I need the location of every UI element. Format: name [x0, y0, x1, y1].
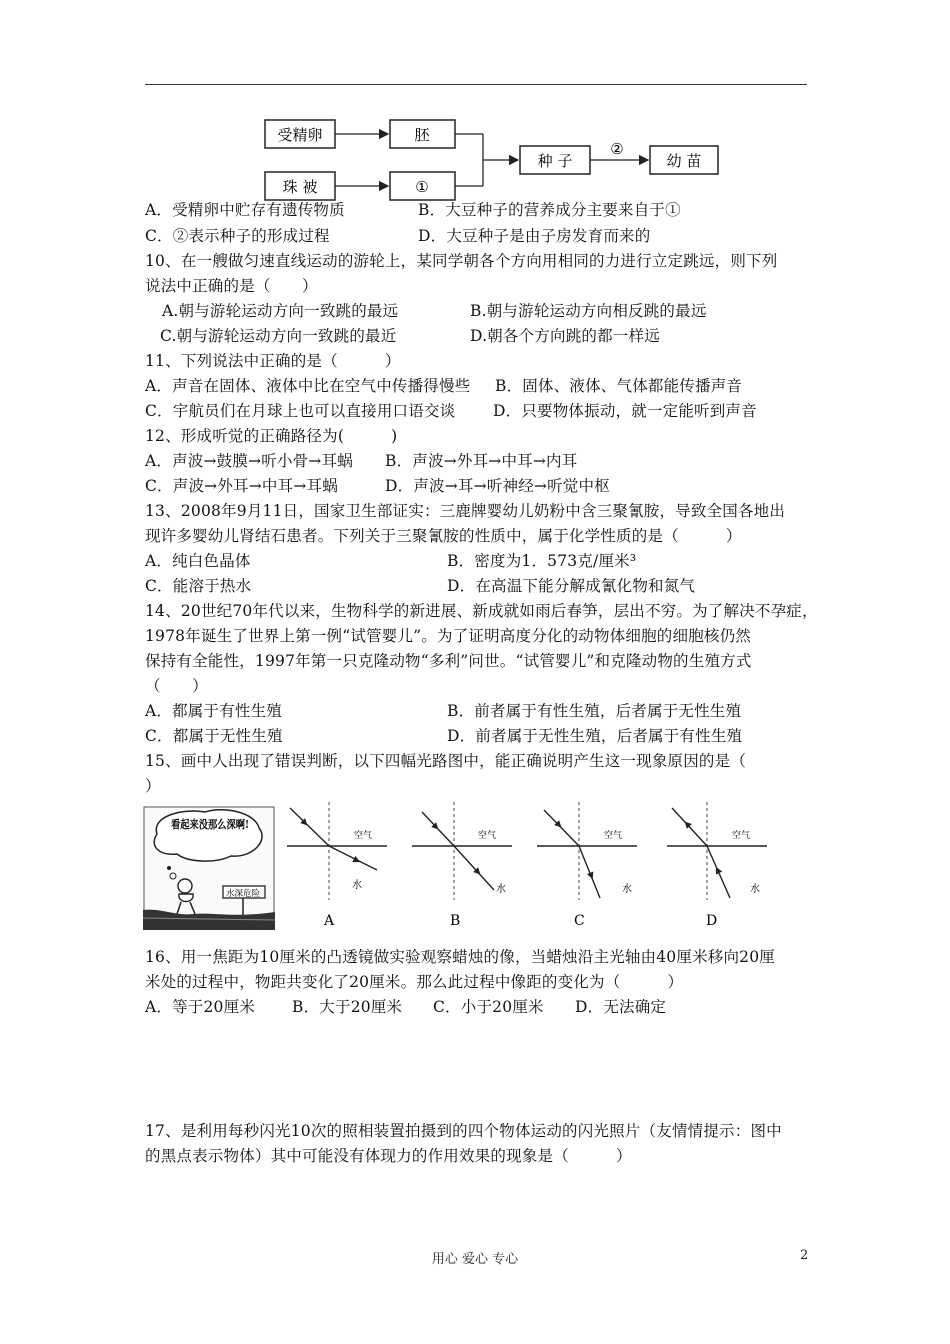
ray-a-air-label: 空气: [354, 831, 373, 841]
q13-option-c: C．能溶于热水: [145, 577, 252, 595]
q13-option-d: D．在高温下能分解成氰化物和氮气: [447, 577, 696, 595]
q12-option-d: D．声波→耳→听神经→听觉中枢: [385, 477, 610, 495]
q11-option-a: A．声音在固体、液体中比在空气中传播得慢些: [145, 377, 471, 395]
q13-stem-1: 13、2008年9月11日，国家卫生部证实：三鹿牌婴幼儿奶粉中含三聚氰胺，导致全国各地出: [145, 502, 786, 520]
q10-option-b: B.朝与游轮运动方向相反跳的最远: [470, 302, 707, 320]
ray-diagram-a: [287, 802, 387, 929]
q12-option-a: A．声波→鼓膜→听小骨→耳蜗: [145, 452, 353, 470]
header-rule: [145, 84, 807, 85]
box-embryo-label: 胚: [414, 126, 430, 144]
q16-option-c: C．小于20厘米: [433, 998, 544, 1016]
q11-option-b: B．固体、液体、气体都能传播声音: [495, 377, 743, 395]
q10-option-d: D.朝各个方向跳的都一样远: [470, 327, 660, 345]
q17-stem-2: 的黑点表示物体）其中可能没有体现力的作用效果的现象是（ ）: [145, 1147, 632, 1165]
q10-stem-2: 说法中正确的是（ ）: [145, 277, 318, 295]
ray-a-water-label: 水: [352, 880, 362, 891]
q14-stem-1: 14、20世纪70年代以来，生物科学的新进展、新成就如雨后春笋，层出不穷。为了解决不孕症，: [145, 602, 818, 620]
ray-diagram-c: [537, 802, 637, 929]
q14-option-a: A．都属于有性生殖: [145, 702, 282, 720]
q17-stem-1: 17、是利用每秒闪光10次的照相装置拍摄到的四个物体运动的闪光照片（友情情提示：图中: [145, 1122, 782, 1140]
ray-c-water-label: 水: [622, 884, 632, 895]
q16-stem-1: 16、用一焦距为10厘米的凸透镜做实验观察蜡烛的像，当蜡烛沿主光轴由40厘米移向20厘: [145, 948, 775, 966]
ray-c-air-label: 空气: [604, 831, 623, 841]
q12-option-c: C．声波→外耳→中耳→耳蜗: [145, 477, 338, 495]
ray-diagram-b: [412, 802, 512, 929]
page-number: 2: [800, 1248, 809, 1263]
ray-d-water-label: 水: [750, 884, 760, 895]
q12-option-b: B．声波→外耳→中耳→内耳: [385, 452, 578, 470]
q12-stem: 12、形成听觉的正确路径为( ): [145, 427, 398, 445]
q14-option-b: B．前者属于有性生殖，后者属于无性生殖: [447, 702, 742, 720]
q10-option-c: C.朝与游轮运动方向一致跳的最近: [160, 327, 397, 345]
box-seed-label: 种 子: [537, 152, 573, 170]
ray-b-label: B: [450, 913, 461, 929]
q14-stem-4: （ ）: [145, 677, 208, 695]
q15-stem-1: 15、画中人出现了错误判断，以下四幅光路图中，能正确说明产生这一现象原因的是（: [145, 752, 747, 770]
footer-slogan: 用心 爱心 专心: [431, 1252, 519, 1267]
q11-option-d: D．只要物体振动，就一定能听到声音: [493, 402, 757, 420]
q14-stem-3: 保持有全能性，1997年第一只克隆动物“多利”问世。“试管婴儿”和克隆动物的生殖方式: [145, 652, 752, 670]
q13-option-a: A．纯白色晶体: [145, 552, 251, 570]
seed-development-diagram: [255, 110, 725, 202]
ray-diagram-d: [667, 802, 767, 929]
q13-option-b: B．密度为1．573克/厘米³: [447, 552, 637, 570]
box-unknown-1-label: ①: [415, 178, 429, 196]
q16-option-a: A．等于20厘米: [145, 998, 256, 1016]
q9-option-d: D．大豆种子是由子房发育而来的: [418, 227, 651, 245]
q11-stem: 11、下列说法中正确的是（ ）: [145, 352, 401, 370]
q14-option-c: C．都属于无性生殖: [145, 727, 283, 745]
ray-b-air-label: 空气: [478, 831, 497, 841]
ray-diagrams: [282, 800, 782, 935]
ray-d-label: D: [706, 913, 718, 929]
cartoon-sign-text: 水深危险: [226, 889, 261, 899]
q14-stem-2: 1978年诞生了世界上第一例“试管婴儿”。为了证明高度分化的动物体细胞的细胞核仍然: [145, 627, 751, 645]
box-seedling-label: 幼 苗: [666, 152, 702, 170]
q11-option-c: C．宇航员们在月球上也可以直接用口语交谈: [145, 402, 456, 420]
q16-option-b: B．大于20厘米: [292, 998, 403, 1016]
cartoon-illustration: [143, 806, 275, 930]
arrow-label-2: ②: [610, 140, 624, 158]
q9-option-b: B．大豆种子的营养成分主要来自于①: [418, 201, 681, 219]
q13-stem-2: 现许多婴幼儿肾结石患者。下列关于三聚氰胺的性质中，属于化学性质的是（ ）: [145, 527, 742, 545]
q15-stem-2: ）: [145, 777, 161, 795]
q9-option-a: A．受精卵中贮存有遗传物质: [145, 201, 345, 219]
cartoon-speech-text: 看起来没那么深啊!: [171, 818, 264, 831]
ray-b-water-label: 水: [496, 884, 506, 895]
q16-stem-2: 米处的过程中，物距共变化了20厘米。那么此过程中像距的变化为（ ）: [145, 973, 684, 991]
q14-option-d: D．前者属于无性生殖，后者属于有性生殖: [447, 727, 743, 745]
ray-d-air-label: 空气: [732, 831, 751, 841]
q10-option-a: A.朝与游轮运动方向一致跳的最远: [162, 302, 399, 320]
box-fertilized-egg-label: 受精卵: [277, 126, 323, 144]
ray-a-label: A: [324, 913, 335, 929]
q10-stem-1: 10、在一艘做匀速直线运动的游轮上，某同学朝各个方向用相同的力进行立定跳远，则下列: [145, 252, 778, 270]
q16-option-d: D．无法确定: [575, 998, 667, 1016]
box-integument-label: 珠 被: [282, 178, 318, 196]
q9-option-c: C．②表示种子的形成过程: [145, 227, 330, 245]
ray-c-label: C: [574, 913, 585, 929]
